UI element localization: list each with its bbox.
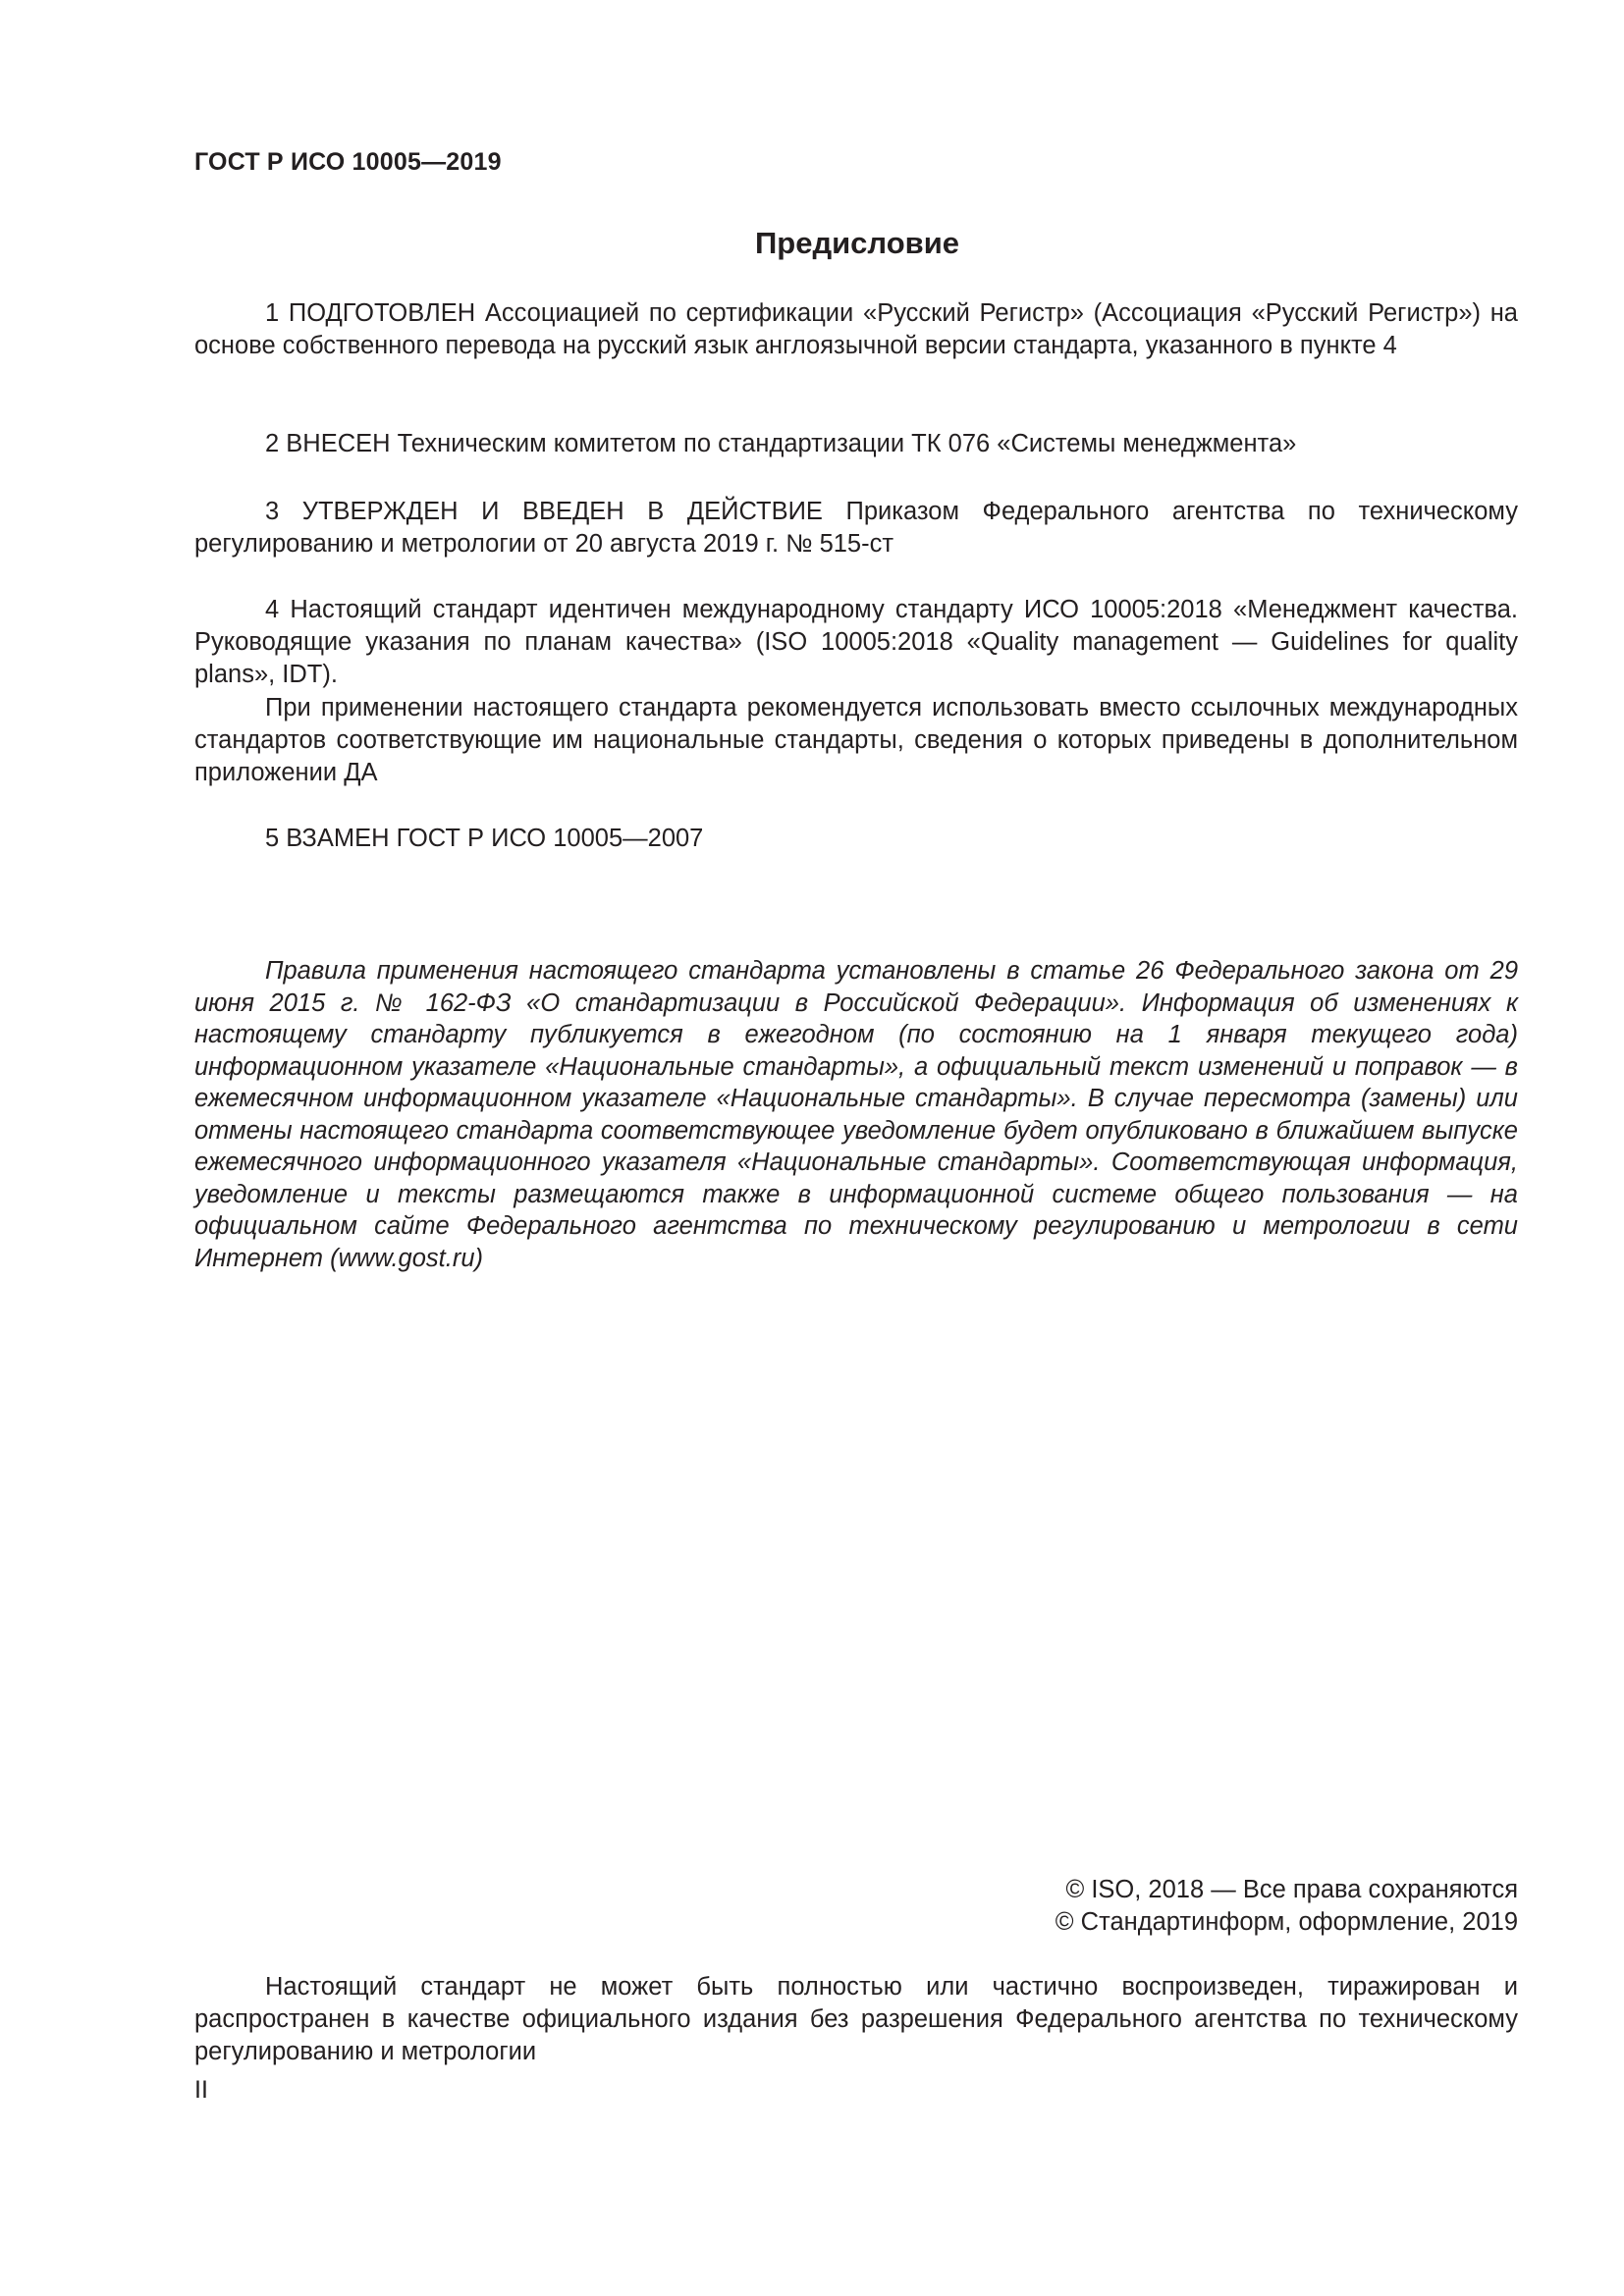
page-title: Предисловие [754, 226, 959, 260]
document-code-header: ГОСТ Р ИСО 10005—2019 [194, 148, 502, 176]
preface-item-4-note: При применении настоящего стандарта рекомендуется использовать вместо ссылочных международных стандартов соответствующие им национальные стандарты, сведения о которых приведены в дополнительном приложении ДА [194, 694, 1518, 786]
standartinform-copyright: © Стандартинформ, оформление, 2019 [1055, 1908, 1518, 1936]
preface-item-4: 4 Настоящий стандарт идентичен международному стандарту ИСО 10005:2018 «Менеджмент качества. Руководящие указания по планам качества» (ISO 10005:2018 «Quality management — Guidelines for quality plans», IDT). [194, 596, 1518, 688]
iso-copyright: © ISO, 2018 — Все права сохраняются [1065, 1876, 1518, 1903]
preface-item-2: 2 ВНЕСЕН Техническим комитетом по стандартизации ТК 076 «Системы менеджмента» [265, 430, 1297, 457]
reproduction-notice: Настоящий стандарт не может быть полностью или частично воспроизведен, тиражирован и распространен в качестве официального издания без разрешения Федерального агентства по техническому регулированию и метрологии [194, 1973, 1518, 2065]
preface-item-5: 5 ВЗАМЕН ГОСТ Р ИСО 10005—2007 [265, 825, 704, 852]
preface-item-1: 1 ПОДГОТОВЛЕН Ассоциацией по сертификации «Русский Регистр» (Ассоциация «Русский Регистр») на основе собственного перевода на русский язык англоязычной версии стандарта, указанного в пункте 4 [194, 299, 1518, 359]
preface-item-3: 3 УТВЕРЖДЕН И ВВЕДЕН В ДЕЙСТВИЕ Приказом Федерального агентства по техническому регулированию и метрологии от 20 августа 2019 г. № 515-ст [194, 498, 1518, 558]
application-rules-notice: Правила применения настоящего стандарта установлены в статье 26 Федерального закона от 29 июня 2015 г. № 162-ФЗ «О стандартизации в Российской Федерации». Информация об изменениях к настоящему стандарту публикуется в ежегодном (по состоянию на 1 января текущего года) информационном указателе «Национальные стандарты», а официальный текст изменений и поправок — в ежемесячном информационном указателе «Национальные стандарты». В случае пересмотра (замены) или отмены настоящего стандарта соответствующее уведомление будет опубликовано в ближайшем выпуске ежемесячного информационного указателя «Национальные стандарты». Соответствующая информация, уведомление и тексты размещаются также в информационной системе общего пользования — на официальном сайте Федерального агентства по техническому регулированию и метрологии в сети Интернет (www.gost.ru) [194, 957, 1518, 1272]
page-number: II [194, 2076, 208, 2104]
